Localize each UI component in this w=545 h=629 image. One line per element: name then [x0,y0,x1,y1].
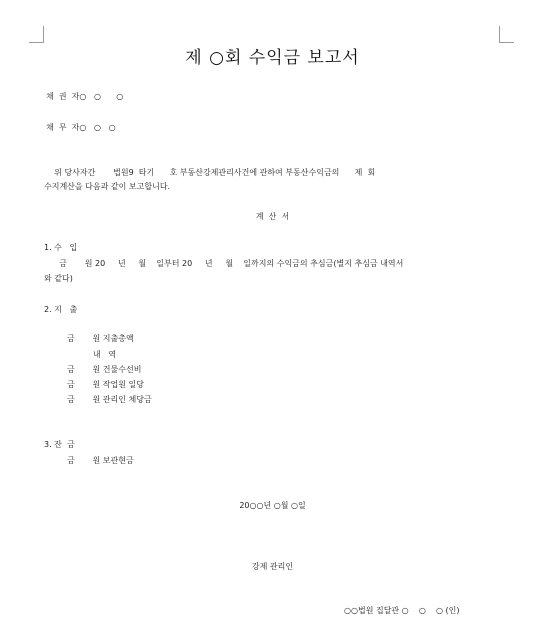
report-date: 20○○년 ○월 ○일 [239,501,306,510]
creditor-line: 채 권 자○ ○ ○ [46,92,124,101]
signature-line: ○○법원 집달관 ○ ○ ○ (인) [344,606,460,615]
debtor-line: 채 무 자○ ○ ○ [46,123,116,132]
signer-title: 강제 관리인 [251,562,294,571]
expense-item: 금 원 작업원 일당 [67,380,144,389]
calculation-title: 계 산 서 [255,212,290,221]
income-line-1: 금 원 20 년 월 일부터 20 년 월 일까지의 수익금의 추심금(별지 추심금 내역서 [44,259,404,268]
section-balance-heading: 3. 잔 금 [44,440,75,449]
crop-mark-top-right [499,26,514,43]
document-title: 제 ○회 수익금 보고서 [185,48,360,68]
balance-line: 금 원 보관현금 [67,456,134,465]
intro-line-1: 위 당사자간 법원9 타기 호 부동산강제관리사건에 관하여 부동산수익금의 제 회 [44,168,376,177]
section-expense-heading: 2. 지 출 [44,305,78,314]
expense-breakdown-label: 내 역 [93,350,117,359]
expense-total: 금 원 지출총액 [67,334,134,343]
income-line-2: 와 같다) [44,274,73,283]
intro-line-2: 수지계산을 다음과 같이 보고합니다. [44,182,171,191]
expense-item: 금 원 관리인 체당금 [67,395,152,404]
section-income-heading: 1. 수 입 [44,243,78,252]
crop-mark-top-left [29,26,44,43]
expense-item: 금 원 건물수선비 [67,365,142,374]
